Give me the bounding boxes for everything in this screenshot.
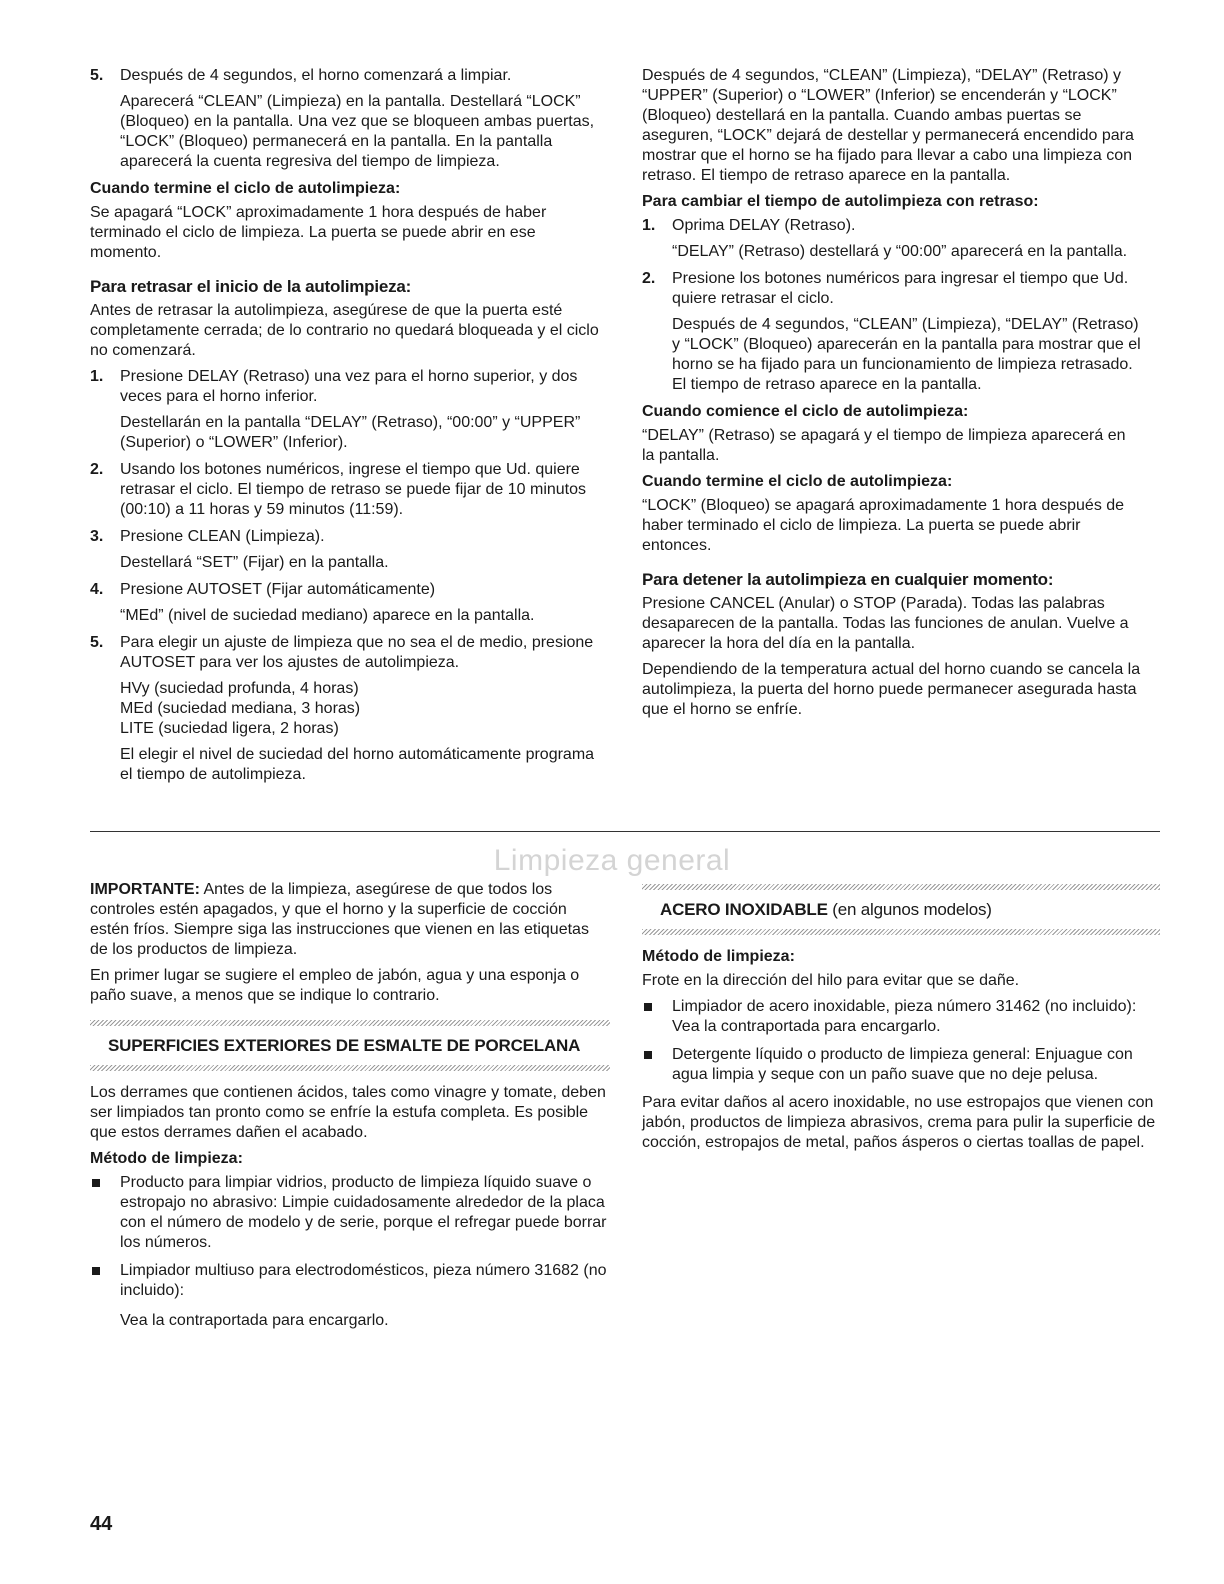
stop-text: Presione CANCEL (Anular) o STOP (Parada). Todas las palabras desaparecen de la pantalla. Todas las funciones de anulan. Vuelve a aparecer la hora del día en la pantalla. — [642, 595, 1129, 652]
bullet-item — [642, 1045, 1160, 1085]
step-number: 4. — [90, 581, 104, 598]
bullet-square-icon — [92, 1179, 100, 1187]
delay-section-heading: Para retrasar el inicio de la autolimpieza: — [90, 277, 412, 296]
stainless-title-bold: ACERO INOXIDABLE — [660, 900, 828, 919]
step-subtext: Destellará “SET” (Fijar) en la pantalla. — [120, 554, 389, 571]
general-advice: En primer lugar se sugiere el empleo de jabón, agua y una esponja o paño suave, a menos que se indique lo contrario. — [90, 967, 580, 1004]
hatch-rule — [642, 929, 1160, 935]
step-text: Presione CLEAN (Limpieza). — [120, 528, 325, 545]
end-cycle-heading: Cuando termine el ciclo de autolimpieza: — [642, 473, 953, 490]
step-text: Presione AUTOSET (Fijar automáticamente) — [120, 581, 436, 598]
delay-step — [90, 580, 610, 626]
step-subtext: Aparecerá “CLEAN” (Limpieza) en la pantalla. Destellará “LOCK” (Bloqueo) en la pantalla. Una vez que se bloqueen ambas puertas, “LOCK” (Bloqueo) permanecerá en la pantalla. En la pantalla aparecerá la cuenta regresiva del tiempo de limpieza. — [120, 93, 595, 170]
step-subtext: Destellarán en la pantalla “DELAY” (Retraso), “00:00” y “UPPER” (Superior) o “LOWER” (Inferior). — [120, 414, 581, 451]
bullet-item — [90, 1261, 610, 1331]
bottom-left-column — [90, 880, 610, 1339]
top-left-column — [90, 66, 610, 792]
bullet-text: Limpiador de acero inoxidable, pieza número 31462 (no incluido): Vea la contraportada para encargarlo. — [672, 998, 1137, 1035]
bullet-square-icon — [92, 1267, 100, 1275]
step-text: Después de 4 segundos, el horno comenzará a limpiar. — [120, 67, 512, 84]
bullet-square-icon — [644, 1051, 652, 1059]
soil-level-item: HVy (suciedad profunda, 4 horas) — [120, 680, 359, 697]
stainless-warning: Para evitar daños al acero inoxidable, no use estropajos que vienen con jabón, productos de limpieza abrasivos, crema para pulir la superficie de cocción, estropajos de metal, paños ásperos o ciertas toallas de papel. — [642, 1094, 1156, 1151]
stainless-title-light: (en algunos modelos) — [827, 900, 992, 919]
bullet-subtext: Vea la contraportada para encargarlo. — [120, 1312, 389, 1329]
bullet-square-icon — [644, 1003, 652, 1011]
step-number: 5. — [90, 634, 104, 651]
method-heading: Método de limpieza: — [90, 1150, 243, 1167]
change-delay-heading: Para cambiar el tiempo de autolimpieza con retraso: — [642, 193, 1039, 210]
end-cycle-heading: Cuando termine el ciclo de autolimpieza: — [90, 180, 401, 197]
step-text: Oprima DELAY (Retraso). — [672, 217, 856, 234]
grain-text: Frote en la dirección del hilo para evitar que se dañe. — [642, 972, 1020, 989]
step-text: Presione DELAY (Retraso) una vez para el horno superior, y dos veces para el horno inferior. — [120, 368, 578, 405]
section-divider — [90, 831, 1160, 832]
step-number: 1. — [90, 368, 104, 385]
stainless-section-title — [642, 890, 1160, 929]
bullet-text: Producto para limpiar vidrios, producto de limpieza líquido suave o estropajo no abrasivo: Limpie cuidadosamente alrededor de la placa con el número de modelo y de serie, porque el refregar puede borrar los números. — [120, 1174, 607, 1251]
step-number: 2. — [642, 270, 656, 287]
stop-text-2: Dependiendo de la temperatura actual del horno cuando se cancela la autolimpieza, la puerta del horno puede permanecer asegurada hasta que el horno se enfríe. — [642, 661, 1141, 718]
hatch-rule — [90, 1065, 610, 1071]
method-heading: Método de limpieza: — [642, 948, 795, 965]
step-text: Para elegir un ajuste de limpieza que no sea el de medio, presione AUTOSET para ver los ajustes de autolimpieza. — [120, 634, 594, 671]
delay-step — [90, 527, 610, 573]
step-5-self-clean — [90, 66, 610, 172]
bullet-text: Limpiador multiuso para electrodomésticos, pieza número 31682 (no incluido): — [120, 1262, 607, 1299]
step-number: 2. — [90, 461, 104, 478]
step-number: 1. — [642, 217, 656, 234]
soil-level-list — [120, 679, 610, 739]
step-text: Presione los botones numéricos para ingresar el tiempo que Ud. quiere retrasar el ciclo. — [672, 270, 1129, 307]
delay-lock-text: Después de 4 segundos, “CLEAN” (Limpieza), “DELAY” (Retraso) y “UPPER” (Superior) o “LOWER” (Inferior) se encenderán y “LOCK” (Bloqueo) destellará en la pantalla. Cuando ambas puertas se aseguren, “LOCK” dejará de destellar y permanecerá encendido para mostrar que el horno se ha fijado para llevar a cabo una limpieza con retraso. El tiempo de retraso aparece en la pantalla. — [642, 67, 1134, 184]
acid-spills-text: Los derrames que contienen ácidos, tales como vinagre y tomate, deben ser limpiados tan pronto como se enfríe la estufa completa. Es posible que estos derrames dañen el acabado. — [90, 1084, 606, 1141]
important-label: IMPORTANTE: — [90, 881, 200, 898]
change-delay-step — [642, 216, 1142, 262]
top-right-column — [642, 66, 1142, 726]
change-delay-step — [642, 269, 1142, 395]
bullet-item — [90, 1173, 610, 1253]
step-number: 3. — [90, 528, 104, 545]
delay-intro: Antes de retrasar la autolimpieza, asegúrese de que la puerta esté completamente cerrada; de lo contrario no quedará bloqueada y el ciclo no comenzará. — [90, 302, 599, 359]
important-note — [90, 880, 610, 960]
delay-step — [90, 367, 610, 453]
end-cycle-text: “LOCK” (Bloqueo) se apagará aproximadamente 1 hora después de haber terminado el ciclo de limpieza. La puerta se puede abrir entonces. — [642, 497, 1125, 554]
step-subtext: “DELAY” (Retraso) destellará y “00:00” aparecerá en la pantalla. — [672, 243, 1128, 260]
start-cycle-text: “DELAY” (Retraso) se apagará y el tiempo de limpieza aparecerá en la pantalla. — [642, 427, 1126, 464]
step-subtext: “MEd” (nivel de suciedad mediano) aparece en la pantalla. — [120, 607, 535, 624]
end-cycle-text: Se apagará “LOCK” aproximadamente 1 hora después de haber terminado el ciclo de limpieza. La puerta se puede abrir en ese momento. — [90, 204, 547, 261]
bullet-text: Detergente líquido o producto de limpieza general: Enjuague con agua limpia y seque con un paño suave que no deje pelusa. — [672, 1046, 1133, 1083]
porcelain-section-box — [90, 1020, 610, 1071]
soil-level-item: LITE (suciedad ligera, 2 horas) — [120, 720, 339, 737]
stop-section-heading: Para detener la autolimpieza en cualquier momento: — [642, 570, 1054, 589]
stainless-section-box — [642, 884, 1160, 935]
general-cleaning-title: Limpieza general — [493, 844, 731, 877]
important-text: Antes de la limpieza, asegúrese de que todos los controles estén apagados, y que el horno y la superficie de cocción estén fríos. Siempre siga las instrucciones que vienen en las etiquetas de los productos de limpieza. — [90, 881, 589, 958]
page-number: 44 — [90, 1513, 113, 1535]
start-cycle-heading: Cuando comience el ciclo de autolimpieza: — [642, 403, 969, 420]
delay-step — [90, 460, 610, 520]
step-subtext: Después de 4 segundos, “CLEAN” (Limpieza), “DELAY” (Retraso) y “LOCK” (Bloqueo) aparecerán en la pantalla para mostrar que el horno se ha fijado para un funcionamiento de limpieza retrasado. El tiempo de retraso aparece en la pantalla. — [672, 316, 1141, 393]
bullet-item — [642, 997, 1160, 1037]
step-number: 5. — [90, 67, 104, 84]
delay-step — [90, 633, 610, 785]
porcelain-section-title: SUPERFICIES EXTERIORES DE ESMALTE DE PORCELANA — [108, 1036, 581, 1055]
step-subtext: El elegir el nivel de suciedad del horno automáticamente programa el tiempo de autolimpieza. — [120, 746, 595, 783]
step-text: Usando los botones numéricos, ingrese el tiempo que Ud. quiere retrasar el ciclo. El tiempo de retraso se puede fijar de 10 minutos (00:10) a 11 horas y 59 minutos (11:59). — [120, 461, 587, 518]
bottom-right-column — [642, 884, 1160, 1159]
soil-level-item: MEd (suciedad mediana, 3 horas) — [120, 700, 361, 717]
